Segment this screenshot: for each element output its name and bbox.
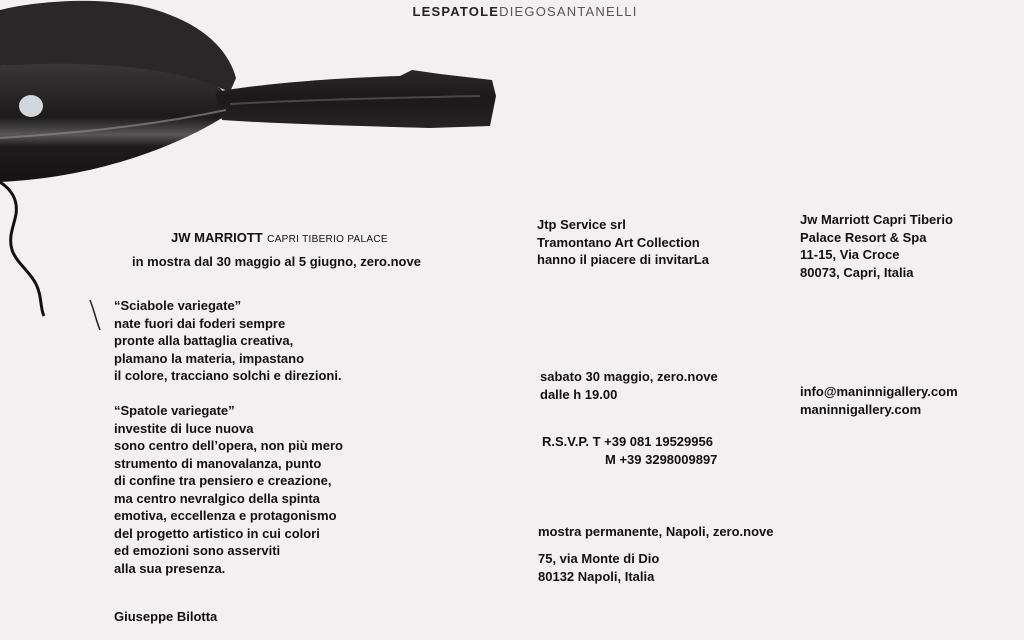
address-line: Jw Marriott Capri Tiberio — [800, 212, 953, 227]
page-header — [0, 4, 1024, 19]
drip-stroke — [0, 182, 44, 316]
poem-line: emotiva, eccellenza e protagonismo — [114, 508, 337, 523]
poem-line: ed emozioni sono asserviti — [114, 543, 281, 558]
poem-line: il colore, tracciano solchi e direzioni. — [114, 368, 342, 383]
venue-name: JW MARRIOTT — [171, 230, 263, 245]
author-signature: Giuseppe Bilotta — [114, 609, 218, 624]
venue-heading — [171, 229, 388, 247]
contacts-block — [800, 383, 958, 418]
website-link[interactable]: maninnigallery.com — [800, 401, 922, 417]
permanent-address — [538, 550, 659, 585]
address-line: 11-15, Via Croce — [800, 247, 900, 262]
event-time: dalle h 19.00 — [540, 386, 618, 402]
header-title-artist: DIEGOSANTANELLI — [499, 4, 638, 19]
poem-line: ma centro nevralgico della spinta — [114, 490, 320, 506]
poem-spatole — [114, 402, 343, 577]
address-line: 80073, Capri, Italia — [800, 264, 914, 280]
blade-shape — [0, 64, 232, 182]
address-line: Palace Resort & Spa — [800, 229, 927, 245]
address-line: 75, via Monte di Dio — [538, 551, 660, 566]
exhibition-dates: in mostra dal 30 maggio al 5 giugno, zero.nove — [132, 254, 421, 269]
permanent-title: mostra permanente, Napoli, zero.nove — [538, 524, 774, 539]
poem-line: investite di luce nuova — [114, 420, 254, 436]
invite-line: Tramontano Art Collection — [537, 234, 700, 250]
poem-title: “Spatole variegate” — [114, 403, 235, 418]
poem-line: del progetto artistico in cui colori — [114, 525, 320, 541]
rsvp-line-mobile: M +39 3298009897 — [605, 452, 718, 467]
header-title-main: LESPATOLE — [412, 4, 500, 19]
poem-line: pronte alla battaglia creativa, — [114, 333, 294, 348]
event-date-block — [540, 368, 718, 403]
invite-line: hanno il piacere di invitarLa — [537, 252, 709, 267]
rsvp-line-phone: R.S.V.P. T +39 081 19529956 — [542, 434, 713, 449]
invite-block — [537, 216, 709, 269]
invite-line: Jtp Service srl — [537, 217, 626, 232]
poem-line: alla sua presenza. — [114, 560, 226, 576]
poem-line: di confine tra pensiero e creazione, — [114, 473, 332, 488]
poem-line: nate fuori dai foderi sempre — [114, 315, 286, 331]
dot-icon — [19, 95, 43, 117]
poem-title: “Sciabole variegate” — [114, 298, 242, 313]
spatula-artwork — [0, 0, 520, 340]
email-link[interactable]: info@maninnigallery.com — [800, 384, 958, 399]
poem-sciabole — [114, 297, 342, 385]
address-line: 80132 Napoli, Italia — [538, 568, 655, 584]
poem-line: plamano la materia, impastano — [114, 350, 305, 366]
poem-line: strumento di manovalanza, punto — [114, 455, 322, 471]
capri-address — [800, 211, 953, 281]
poem-line: sono centro dell’opera, non più mero — [114, 438, 343, 453]
venue-subtitle: CAPRI TIBERIO PALACE — [267, 234, 388, 245]
event-date: sabato 30 maggio, zero.nove — [540, 369, 718, 384]
